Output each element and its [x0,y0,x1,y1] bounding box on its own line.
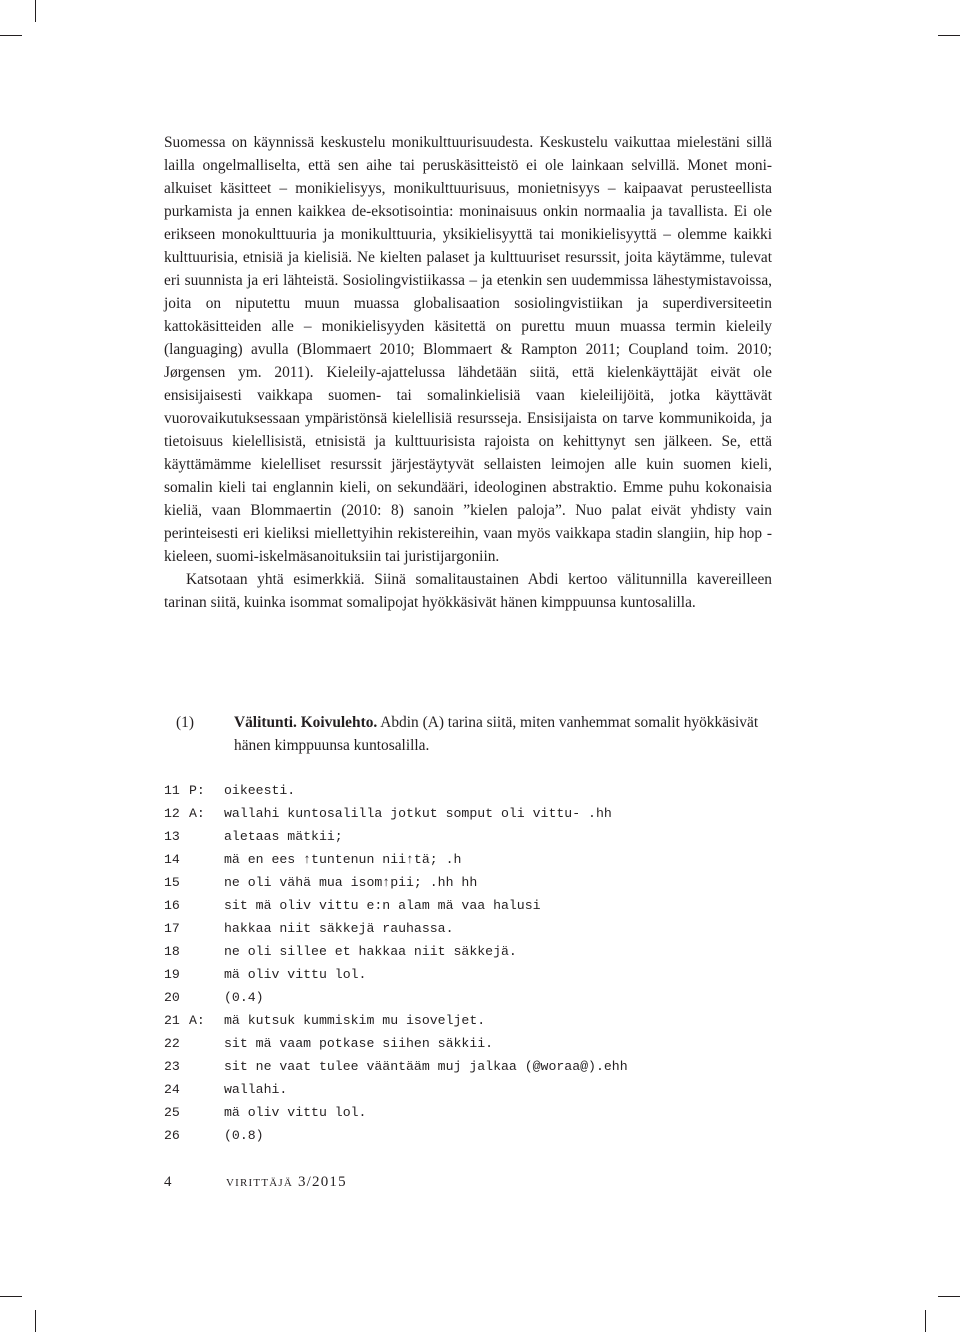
crop-mark [925,1310,926,1332]
transcript-line [164,848,724,871]
transcript-line [164,1055,724,1078]
transcript-line [164,1032,724,1055]
paragraph: Suomessa on käynnissä keskustelu monikulttuurisuudesta. Keskustelu vaikuttaa mielestäni sillä lailla ongelmalliselta, että sen aihe tai peruskäsitteistö ei ole lainkaan selvillä. Monet moni-alkuiset käsitteet – monikielisyys, monikulttuurisuus, monietnisyys – kaipaavat perusteellista purkamista ja ennen kaikkea de-eksotisointia: moninaisuus onkin normaalia ja tavallista. Ei ole erikseen monokulttuuria ja monikulttuuria, yksikielisyyttä tai monikielisyyttä – olemme kaikki kulttuurisia, etnisiä ja kielisiä. Ne kielten palaset ja kulttuuriset resurssit, joita käytämme, tulevat eri suunnista ja eri lähteistä. Sosiolingvistiikassa – ja etenkin sen uudemmissa lähestymistavoissa, joita on niputettu muun muassa globalisaation sosiolingvistiikan ja superdiversiteetin kattokäsitteiden alle – monikielisyyden käsitettä on purettu muun muassa termin kieleily (languaging) avulla (Blommaert 2010; Blommaert & Rampton 2011; Coupland toim. 2010; Jørgensen ym. 2011). Kieleily-ajattelussa lähdetään siitä, että kielenkäyttäjät eivät ole ensisijaisesti vaikkapa suomen- tai somalinkielisiä vaan kieleilijöitä, jotka käyttävät vuorovaikutuksessaan ympäristönsä kielellisiä resursseja. Ensisijaista on tarve kommunikoida, ja tietoisuus kielellisistä, etnisistä ja kulttuurisista rajoista on kehittynyt sen jälkeen. Se, että käyttämämme kielelliset resurssit järjestäytyvät sellaisten leimojen alle kuin suomen kieli, somalin kieli tai englannin kieli, on sekundääri, ideologinen abstraktio. Emme puhu kokonaisia kieliä, vaan Blommaertin (2010: 8) sanoin ”kielen paloja”. Nuo palat eivät yhdisty vain perinteisesti eri kieliksi miellettyihin rekistereihin, vaan myös vaikkapa stadin slangiin, hip hop -kieleen, suomi-iskelmäsanoituksiin tai juristijargoniin. [164,134,772,565]
line-number: 22 [164,1036,180,1051]
example-number: (1) [176,714,194,731]
line-number: 12 [164,806,180,821]
crop-mark [0,1296,22,1297]
line-number: 11 [164,783,180,798]
journal-name: virittäjä 3/2015 [226,1174,347,1190]
example-heading [176,711,776,757]
line-number: 14 [164,852,180,867]
utterance: ne oli sillee et hakkaa niit säkkejä. [224,944,517,959]
utterance: wallahi kuntosalilla jotkut somput oli vittu- .hh [224,806,612,821]
speaker-label: A: [189,1013,205,1028]
line-number: 26 [164,1128,180,1143]
paragraph: Katsotaan yhtä esimerkkiä. Siinä somalitaustainen Abdi kertoo välitunnilla kavereilleen tarinan siitä, kuinka isommat somalipojat hyökkäsivät hänen kimppuunsa kuntosalilla. [164,571,772,611]
crop-mark [938,1296,960,1297]
example-caption [234,711,776,757]
body-text [164,131,772,614]
line-number: 13 [164,829,180,844]
transcript-line [164,871,724,894]
utterance: sit ne vaat tulee vääntääm muj jalkaa (@woraa@).ehh [224,1059,628,1074]
line-number: 20 [164,990,180,1005]
utterance: wallahi. [224,1082,288,1097]
utterance: sit mä vaam potkase siihen säkkii. [224,1036,494,1051]
line-number: 25 [164,1105,180,1120]
transcript-line [164,1101,724,1124]
utterance: mä oliv vittu lol. [224,1105,367,1120]
line-number: 16 [164,898,180,913]
speaker-label: P: [189,783,205,798]
transcript [164,779,724,1147]
utterance: mä en ees ↑tuntenun nii↑tä; .h [224,852,462,867]
line-number: 18 [164,944,180,959]
utterance: aletaas mätkii; [224,829,343,844]
transcript-line [164,779,724,802]
transcript-line [164,1009,724,1032]
transcript-line [164,1124,724,1147]
utterance: sit mä oliv vittu e:n alam mä vaa halusi [224,898,541,913]
utterance: (0.4) [224,990,264,1005]
speaker-label: A: [189,806,205,821]
transcript-line [164,825,724,848]
crop-mark [0,35,22,36]
transcript-line [164,940,724,963]
utterance: mä oliv vittu lol. [224,967,367,982]
example-description: Abdin (A) tarina siitä, miten vanhemmat somalit hyökkäsivät hänen kimppuunsa kuntosalilla. [234,714,759,754]
crop-mark [35,0,36,22]
line-number: 21 [164,1013,180,1028]
utterance: oikeesti. [224,783,296,798]
utterance: ne oli vähä mua isom↑pii; .hh hh [224,875,478,890]
line-number: 17 [164,921,180,936]
transcript-line [164,802,724,825]
utterance: (0.8) [224,1128,264,1143]
line-number: 19 [164,967,180,982]
page-footer [164,1174,347,1191]
transcript-line [164,917,724,940]
line-number: 23 [164,1059,180,1074]
utterance: mä kutsuk kummiskim mu isoveljet. [224,1013,486,1028]
transcript-line [164,894,724,917]
transcript-line [164,963,724,986]
utterance: hakkaa niit säkkejä rauhassa. [224,921,454,936]
line-number: 15 [164,875,180,890]
crop-mark [938,35,960,36]
transcript-line [164,1078,724,1101]
transcript-line [164,986,724,1009]
crop-mark [35,1310,36,1332]
example-title: Välitunti. Koivulehto. [234,714,378,731]
page-number: 4 [164,1174,172,1190]
line-number: 24 [164,1082,180,1097]
